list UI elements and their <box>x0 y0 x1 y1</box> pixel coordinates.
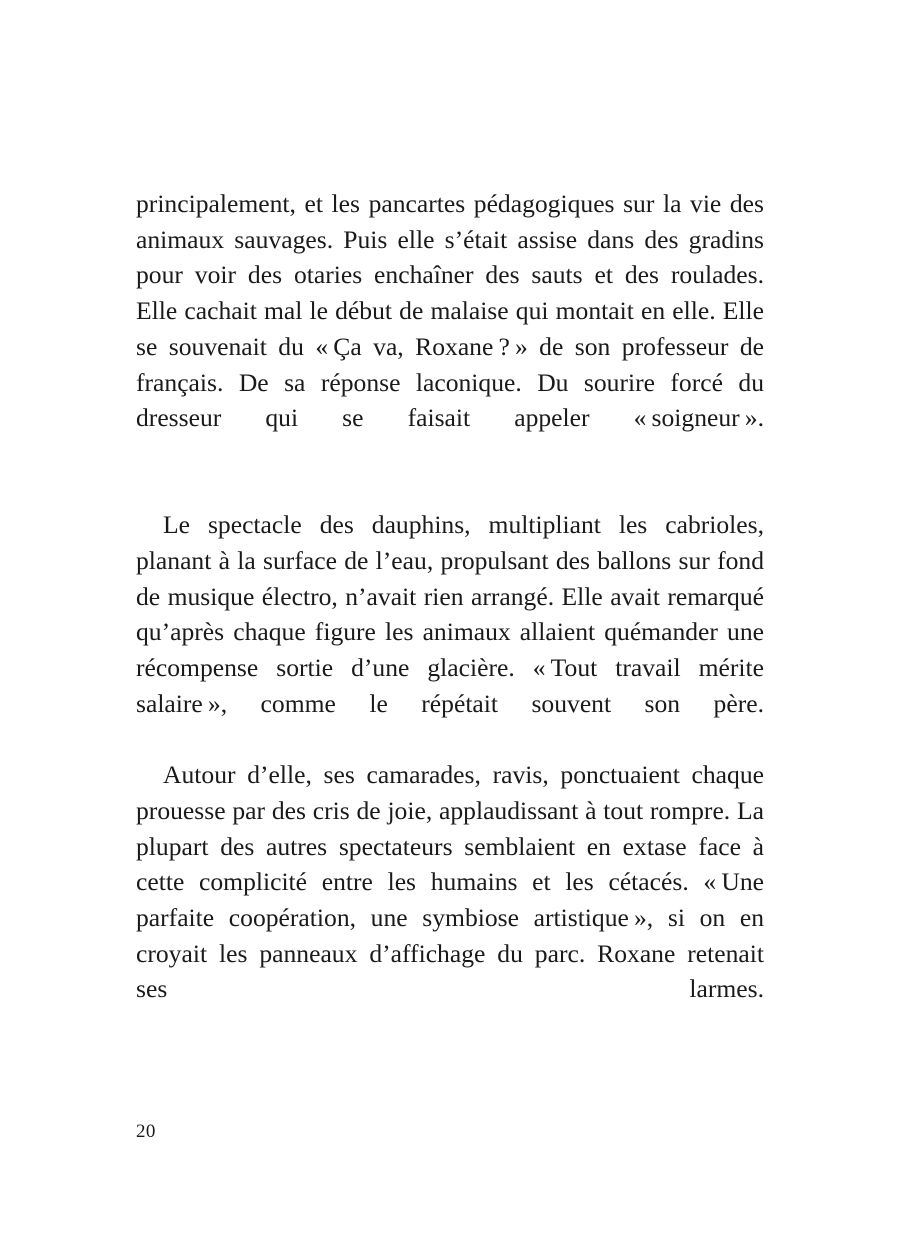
paragraph-autour: Autour d’elle, ses camarades, ravis, ponctuaient chaque prouesse par des cris de joie, applaudissant à tout rompre. La plupart des autres spectateurs semblaient en extase face à cette complicité entre les humains et les cétacés. « Une parfaite coopération, une symbiose artistique », si on en croyait les panneaux d’affichage du parc. Roxane retenait ses larmes. <box>136 760 764 1004</box>
page-number: 20 <box>136 1121 156 1142</box>
paragraph-spectacle: Le spectacle des dauphins, multipliant les cabrioles, planant à la surface de l’eau, propulsant des ballons sur fond de musique électro, n’avait rien arrangé. Elle avait remarqué qu’après chaque figure les animaux allaient quémander une récompense sortie d’une glacière. « Tout travail mérite salaire », comme le répétait souvent son père. <box>136 510 764 718</box>
body-text-column <box>136 186 764 1043</box>
paragraph-continuation: principalement, et les pancartes pédagogiques sur la vie des animaux sauvages. Puis elle s’était assise dans des gradins pour voir des otaries enchaîner des sauts et des roulades. Elle cachait mal le début de malaise qui montait en elle. Elle se souvenait du « Ça va, Roxane ? » de son professeur de français. De sa réponse laconique. Du sourire forcé du dresseur qui se faisait appeler « soigneur ». <box>136 189 764 433</box>
